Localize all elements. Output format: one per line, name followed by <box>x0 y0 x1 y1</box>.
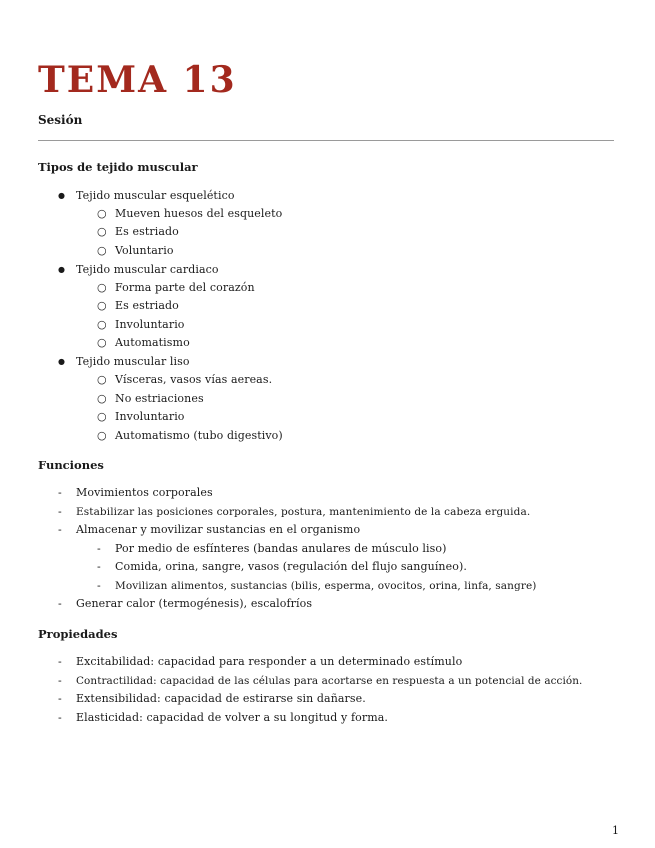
list-subitem: Vísceras, vasos vías aereas. <box>115 373 273 386</box>
disc-bullet: ● <box>58 357 65 366</box>
circle-bullet: ○ <box>97 373 107 386</box>
list-item: Movimientos corporales <box>76 486 213 499</box>
list-item: Almacenar y movilizar sustancias en el organismo <box>76 523 361 536</box>
circle-bullet: ○ <box>97 281 107 294</box>
list-subitem: Involuntario <box>115 318 185 331</box>
circle-bullet: ○ <box>97 318 107 331</box>
dash-bullet: - <box>58 674 62 687</box>
list-item: Generar calor (termogénesis), escalofríos <box>76 597 313 610</box>
dash-bullet: - <box>58 505 62 518</box>
circle-bullet: ○ <box>97 336 107 349</box>
dash-bullet: - <box>58 523 62 536</box>
disc-bullet: ● <box>58 265 65 274</box>
circle-bullet: ○ <box>97 207 107 220</box>
circle-bullet: ○ <box>97 225 107 238</box>
list-item: Elasticidad: capacidad de volver a su longitud y forma. <box>76 711 388 724</box>
list-item: Contractilidad: capacidad de las células para acortarse en respuesta a un potencial de acción. <box>76 675 583 687</box>
list-subitem: Voluntario <box>115 244 174 257</box>
list-subitem: Por medio de esfínteres (bandas anulares de músculo liso) <box>115 542 447 555</box>
list-item: Extensibilidad: capacidad de estirarse sin dañarse. <box>76 692 366 705</box>
page-number: 1 <box>612 824 619 837</box>
section-heading-funciones: Funciones <box>38 458 104 472</box>
list-subitem: Es estriado <box>115 225 179 238</box>
list-subitem: Mueven huesos del esqueleto <box>115 207 283 220</box>
list-subitem: Involuntario <box>115 410 185 423</box>
disc-bullet: ● <box>58 191 65 200</box>
list-item: Tejido muscular esquelético <box>76 189 235 202</box>
dash-bullet: - <box>97 579 101 592</box>
dash-bullet: - <box>58 486 62 499</box>
dash-bullet: - <box>58 655 62 668</box>
list-item: Excitabilidad: capacidad para responder a un determinado estímulo <box>76 655 463 668</box>
page-title: TEMA 13 <box>38 59 237 101</box>
page-subtitle: Sesión <box>38 113 83 127</box>
section-heading-tipos: Tipos de tejido muscular <box>38 160 198 174</box>
dash-bullet: - <box>58 711 62 724</box>
circle-bullet: ○ <box>97 410 107 423</box>
dash-bullet: - <box>97 560 101 573</box>
list-subitem: Forma parte del corazón <box>115 281 255 294</box>
dash-bullet: - <box>58 692 62 705</box>
list-item: Tejido muscular cardiaco <box>76 263 219 276</box>
section-heading-propiedades: Propiedades <box>38 627 118 641</box>
circle-bullet: ○ <box>97 392 107 405</box>
list-item: Tejido muscular liso <box>76 355 190 368</box>
dash-bullet: - <box>97 542 101 555</box>
list-subitem: Es estriado <box>115 299 179 312</box>
horizontal-rule <box>38 140 614 141</box>
list-subitem: Automatismo <box>115 336 190 349</box>
circle-bullet: ○ <box>97 244 107 257</box>
circle-bullet: ○ <box>97 429 107 442</box>
list-subitem: Movilizan alimentos, sustancias (bilis, esperma, ovocitos, orina, linfa, sangre) <box>115 580 537 592</box>
circle-bullet: ○ <box>97 299 107 312</box>
dash-bullet: - <box>58 597 62 610</box>
list-subitem: Automatismo (tubo digestivo) <box>115 429 283 442</box>
list-item: Estabilizar las posiciones corporales, postura, mantenimiento de la cabeza erguida. <box>76 506 531 518</box>
list-subitem: No estriaciones <box>115 392 204 405</box>
list-subitem: Comida, orina, sangre, vasos (regulación del flujo sanguíneo). <box>115 560 467 573</box>
